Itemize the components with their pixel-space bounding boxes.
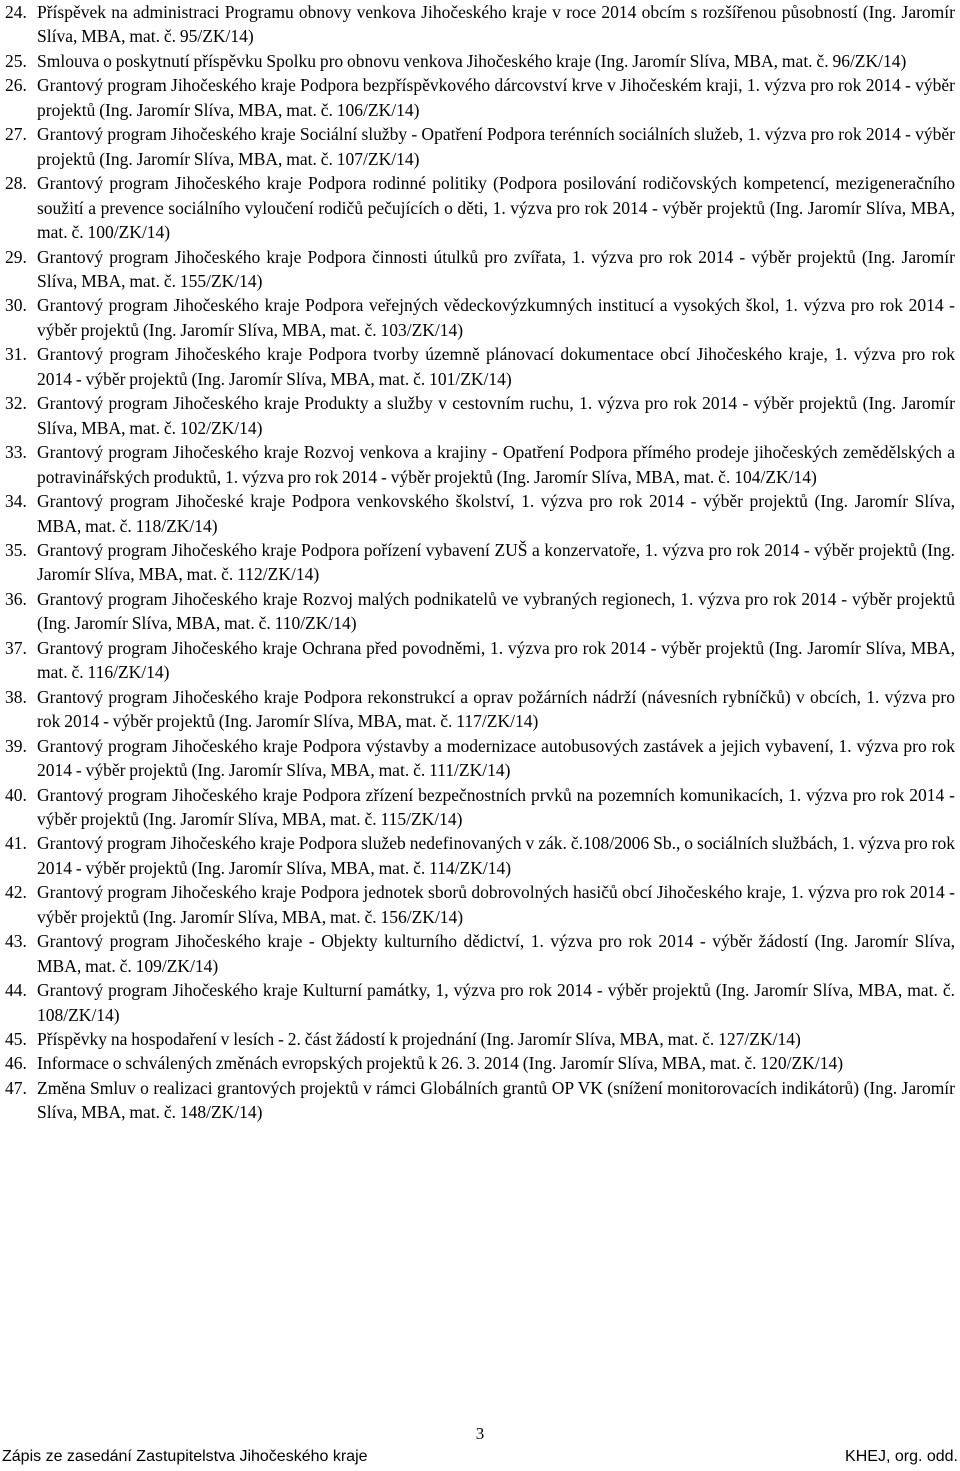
item-number: 29.: [5, 246, 27, 267]
item-number: 25.: [5, 50, 27, 71]
item-text: Grantový program Jihočeského kraje - Objekty kulturního dědictví, 1. výzva pro rok 2014 - výběr žádostí (Ing. Jaromír Slíva, MBA, mat. č. 109/ZK/14): [37, 931, 955, 976]
item-text: Grantový program Jihočeského kraje Podpora pořízení vybavení ZUŠ a konzervatoře, 1. výzva pro rok 2014 - výběr projektů (Ing. Jaromír Slíva, MBA, mat. č. 112/ZK/14): [37, 539, 955, 585]
agenda-item: [5, 734, 955, 783]
item-text: Grantový program Jihočeského kraje Podpora rekonstrukcí a oprav požárních nádrží (návesních rybníčků) v obcích, 1. výzva pro rok 2014 - výběr projektů (Ing. Jaromír Slíva, MBA, mat. č. 117/ZK/14): [37, 686, 955, 732]
item-text: Grantový program Jihočeského kraje Podpora služeb nedefinovaných v zák. č.108/2006 Sb., o sociálních službách, 1. výzva pro rok 2014 - výběr projektů (Ing. Jaromír Slíva, MBA, mat. č. 114/ZK/14): [37, 833, 955, 878]
item-text: Změna Smluv o realizaci grantových projektů v rámci Globálních grantů OP VK (snížení monitorovacích indikátorů) (Ing. Jaromír Slíva, MBA, mat. č. 148/ZK/14): [37, 1077, 955, 1123]
agenda-item: [5, 171, 955, 244]
item-text: Grantový program Jihočeského kraje Podpora tvorby územně plánovací dokumentace obcí Jihočeského kraje, 1. výzva pro rok 2014 - výběr projektů (Ing. Jaromír Slíva, MBA, mat. č. 101/ZK/14): [37, 344, 955, 389]
item-text: Informace o schválených změnách evropských projektů k 26. 3. 2014 (Ing. Jaromír Slíva, MBA, mat. č. 120/ZK/14): [37, 1053, 844, 1074]
item-number: 30.: [5, 295, 27, 316]
agenda-item: [5, 293, 955, 342]
agenda-item: [5, 685, 955, 734]
item-text: Grantový program Jihočeského kraje Kulturní památky, 1, výzva pro rok 2014 - výběr projektů (Ing. Jaromír Slíva, MBA, mat. č. 108/ZK/14): [37, 980, 955, 1025]
item-number: 38.: [5, 686, 27, 707]
item-text: Grantový program Jihočeského kraje Podpora veřejných vědeckovýzkumných institucí a vysokých škol, 1. výzva pro rok 2014 - výběr projektů (Ing. Jaromír Slíva, MBA, mat. č. 103/ZK/14): [37, 295, 955, 340]
item-text: Grantový program Jihočeského kraje Rozvoj venkova a krajiny - Opatření Podpora přímého prodeje jihočeských zemědělských a potravinářských produktů, 1. výzva pro rok 2014 - výběr projektů (Ing. Jaromír Slíva, MBA, mat. č. 104/ZK/14): [37, 442, 955, 487]
page-footer: [0, 1448, 960, 1466]
agenda-item: [5, 636, 955, 685]
agenda-item: [5, 1051, 955, 1075]
item-number: 46.: [5, 1053, 27, 1074]
agenda-item: [5, 978, 955, 1027]
item-number: 47.: [5, 1077, 27, 1098]
item-number: 34.: [5, 491, 27, 512]
agenda-section: [5, 0, 955, 1125]
item-number: 37.: [5, 637, 27, 658]
item-number: 24.: [5, 2, 27, 22]
item-number: 35.: [5, 539, 27, 560]
agenda-item: [5, 122, 955, 171]
item-number: 41.: [5, 833, 27, 854]
agenda-item: [5, 929, 955, 978]
agenda-item: [5, 489, 955, 538]
item-text: Grantový program Jihočeského kraje Podpora činnosti útulků pro zvířata, 1. výzva pro rok 2014 - výběr projektů (Ing. Jaromír Slíva, MBA, mat. č. 155/ZK/14): [37, 246, 955, 291]
item-text: Grantový program Jihočeského kraje Podpora rodinné politiky (Podpora posilování rodičovských kompetencí, mezigeneračního soužití a prevence sociálního vyloučení rodičů pečujících o děti, 1. výzva pro rok 2014 - výběr projektů (Ing. Jaromír Slíva, MBA, mat. č. 100/ZK/14): [37, 173, 955, 243]
agenda-item: [5, 880, 955, 929]
item-number: 40.: [5, 784, 27, 805]
agenda-item: [5, 73, 955, 122]
item-text: Smlouva o poskytnutí příspěvku Spolku pro obnovu venkova Jihočeského kraje (Ing. Jaromír Slíva, MBA, mat. č. 96/ZK/14): [37, 50, 907, 71]
item-number: 26.: [5, 75, 27, 96]
agenda-item: [5, 49, 955, 73]
agenda-item: [5, 0, 955, 49]
agenda-item: [5, 245, 955, 294]
item-text: Grantový program Jihočeského kraje Podpora výstavby a modernizace autobusových zastávek a jejich vybavení, 1. výzva pro rok 2014 - výběr projektů (Ing. Jaromír Slíva, MBA, mat. č. 111/ZK/14): [37, 735, 955, 781]
agenda-item: [5, 342, 955, 391]
footer-department: KHEJ, org. odd.: [845, 1448, 958, 1465]
item-number: 45.: [5, 1029, 27, 1050]
item-text: Grantový program Jihočeské kraje Podpora venkovského školství, 1. výzva pro rok 2014 - výběr projektů (Ing. Jaromír Slíva, MBA, mat. č. 118/ZK/14): [37, 491, 955, 536]
agenda-item: [5, 1027, 955, 1051]
item-text: Grantový program Jihočeského kraje Produkty a služby v cestovním ruchu, 1. výzva pro rok 2014 - výběr projektů (Ing. Jaromír Slíva, MBA, mat. č. 102/ZK/14): [37, 393, 955, 438]
agenda-item: [5, 391, 955, 440]
item-number: 33.: [5, 442, 27, 463]
agenda-item: [5, 538, 955, 587]
item-text: Grantový program Jihočeského kraje Podpora zřízení bezpečnostních prvků na pozemních komunikacích, 1. výzva pro rok 2014 - výběr projektů (Ing. Jaromír Slíva, MBA, mat. č. 115/ZK/14): [37, 784, 955, 829]
item-number: 43.: [5, 931, 27, 952]
item-number: 39.: [5, 735, 27, 756]
item-number: 36.: [5, 588, 27, 609]
item-number: 28.: [5, 173, 27, 194]
item-number: 44.: [5, 980, 27, 1001]
item-number: 31.: [5, 344, 27, 365]
agenda-item: [5, 783, 955, 832]
page-number: 3: [475, 1424, 485, 1443]
item-text: Grantový program Jihočeského kraje Podpora bezpříspěvkového dárcovství krve v Jihočeském kraji, 1. výzva pro rok 2014 - výběr projektů (Ing. Jaromír Slíva, MBA, mat. č. 106/ZK/14): [37, 75, 955, 120]
item-text: Příspěvky na hospodaření v lesích - 2. část žádostí k projednání (Ing. Jaromír Slíva, MBA, mat. č. 127/ZK/14): [37, 1029, 801, 1050]
footer-document-title: Zápis ze zasedání Zastupitelstva Jihočeského kraje: [2, 1448, 368, 1465]
agenda-item: [5, 831, 955, 880]
item-text: Grantový program Jihočeského kraje Podpora jednotek sborů dobrovolných hasičů obcí Jihočeského kraje, 1. výzva pro rok 2014 - výběr projektů (Ing. Jaromír Slíva, MBA, mat. č. 156/ZK/14): [37, 882, 955, 927]
item-text: Grantový program Jihočeského kraje Ochrana před povodněmi, 1. výzva pro rok 2014 - výběr projektů (Ing. Jaromír Slíva, MBA, mat. č. 116/ZK/14): [37, 637, 955, 683]
agenda-item: [5, 1076, 955, 1125]
item-text: Grantový program Jihočeského kraje Sociální služby - Opatření Podpora terénních sociálních služeb, 1. výzva pro rok 2014 - výběr projektů (Ing. Jaromír Slíva, MBA, mat. č. 107/ZK/14): [37, 124, 955, 169]
item-number: 27.: [5, 124, 27, 145]
agenda-list: [5, 0, 955, 1125]
item-text: Příspěvek na administraci Programu obnovy venkova Jihočeského kraje v roce 2014 obcím s rozšířenou působností (Ing. Jaromír Slíva, MBA, mat. č. 95/ZK/14): [37, 2, 955, 47]
item-number: 42.: [5, 882, 27, 903]
agenda-item: [5, 587, 955, 636]
item-number: 32.: [5, 393, 27, 414]
agenda-item: [5, 440, 955, 489]
item-text: Grantový program Jihočeského kraje Rozvoj malých podnikatelů ve vybraných regionech, 1. výzva pro rok 2014 - výběr projektů (Ing. Jaromír Slíva, MBA, mat. č. 110/ZK/14): [37, 588, 955, 634]
